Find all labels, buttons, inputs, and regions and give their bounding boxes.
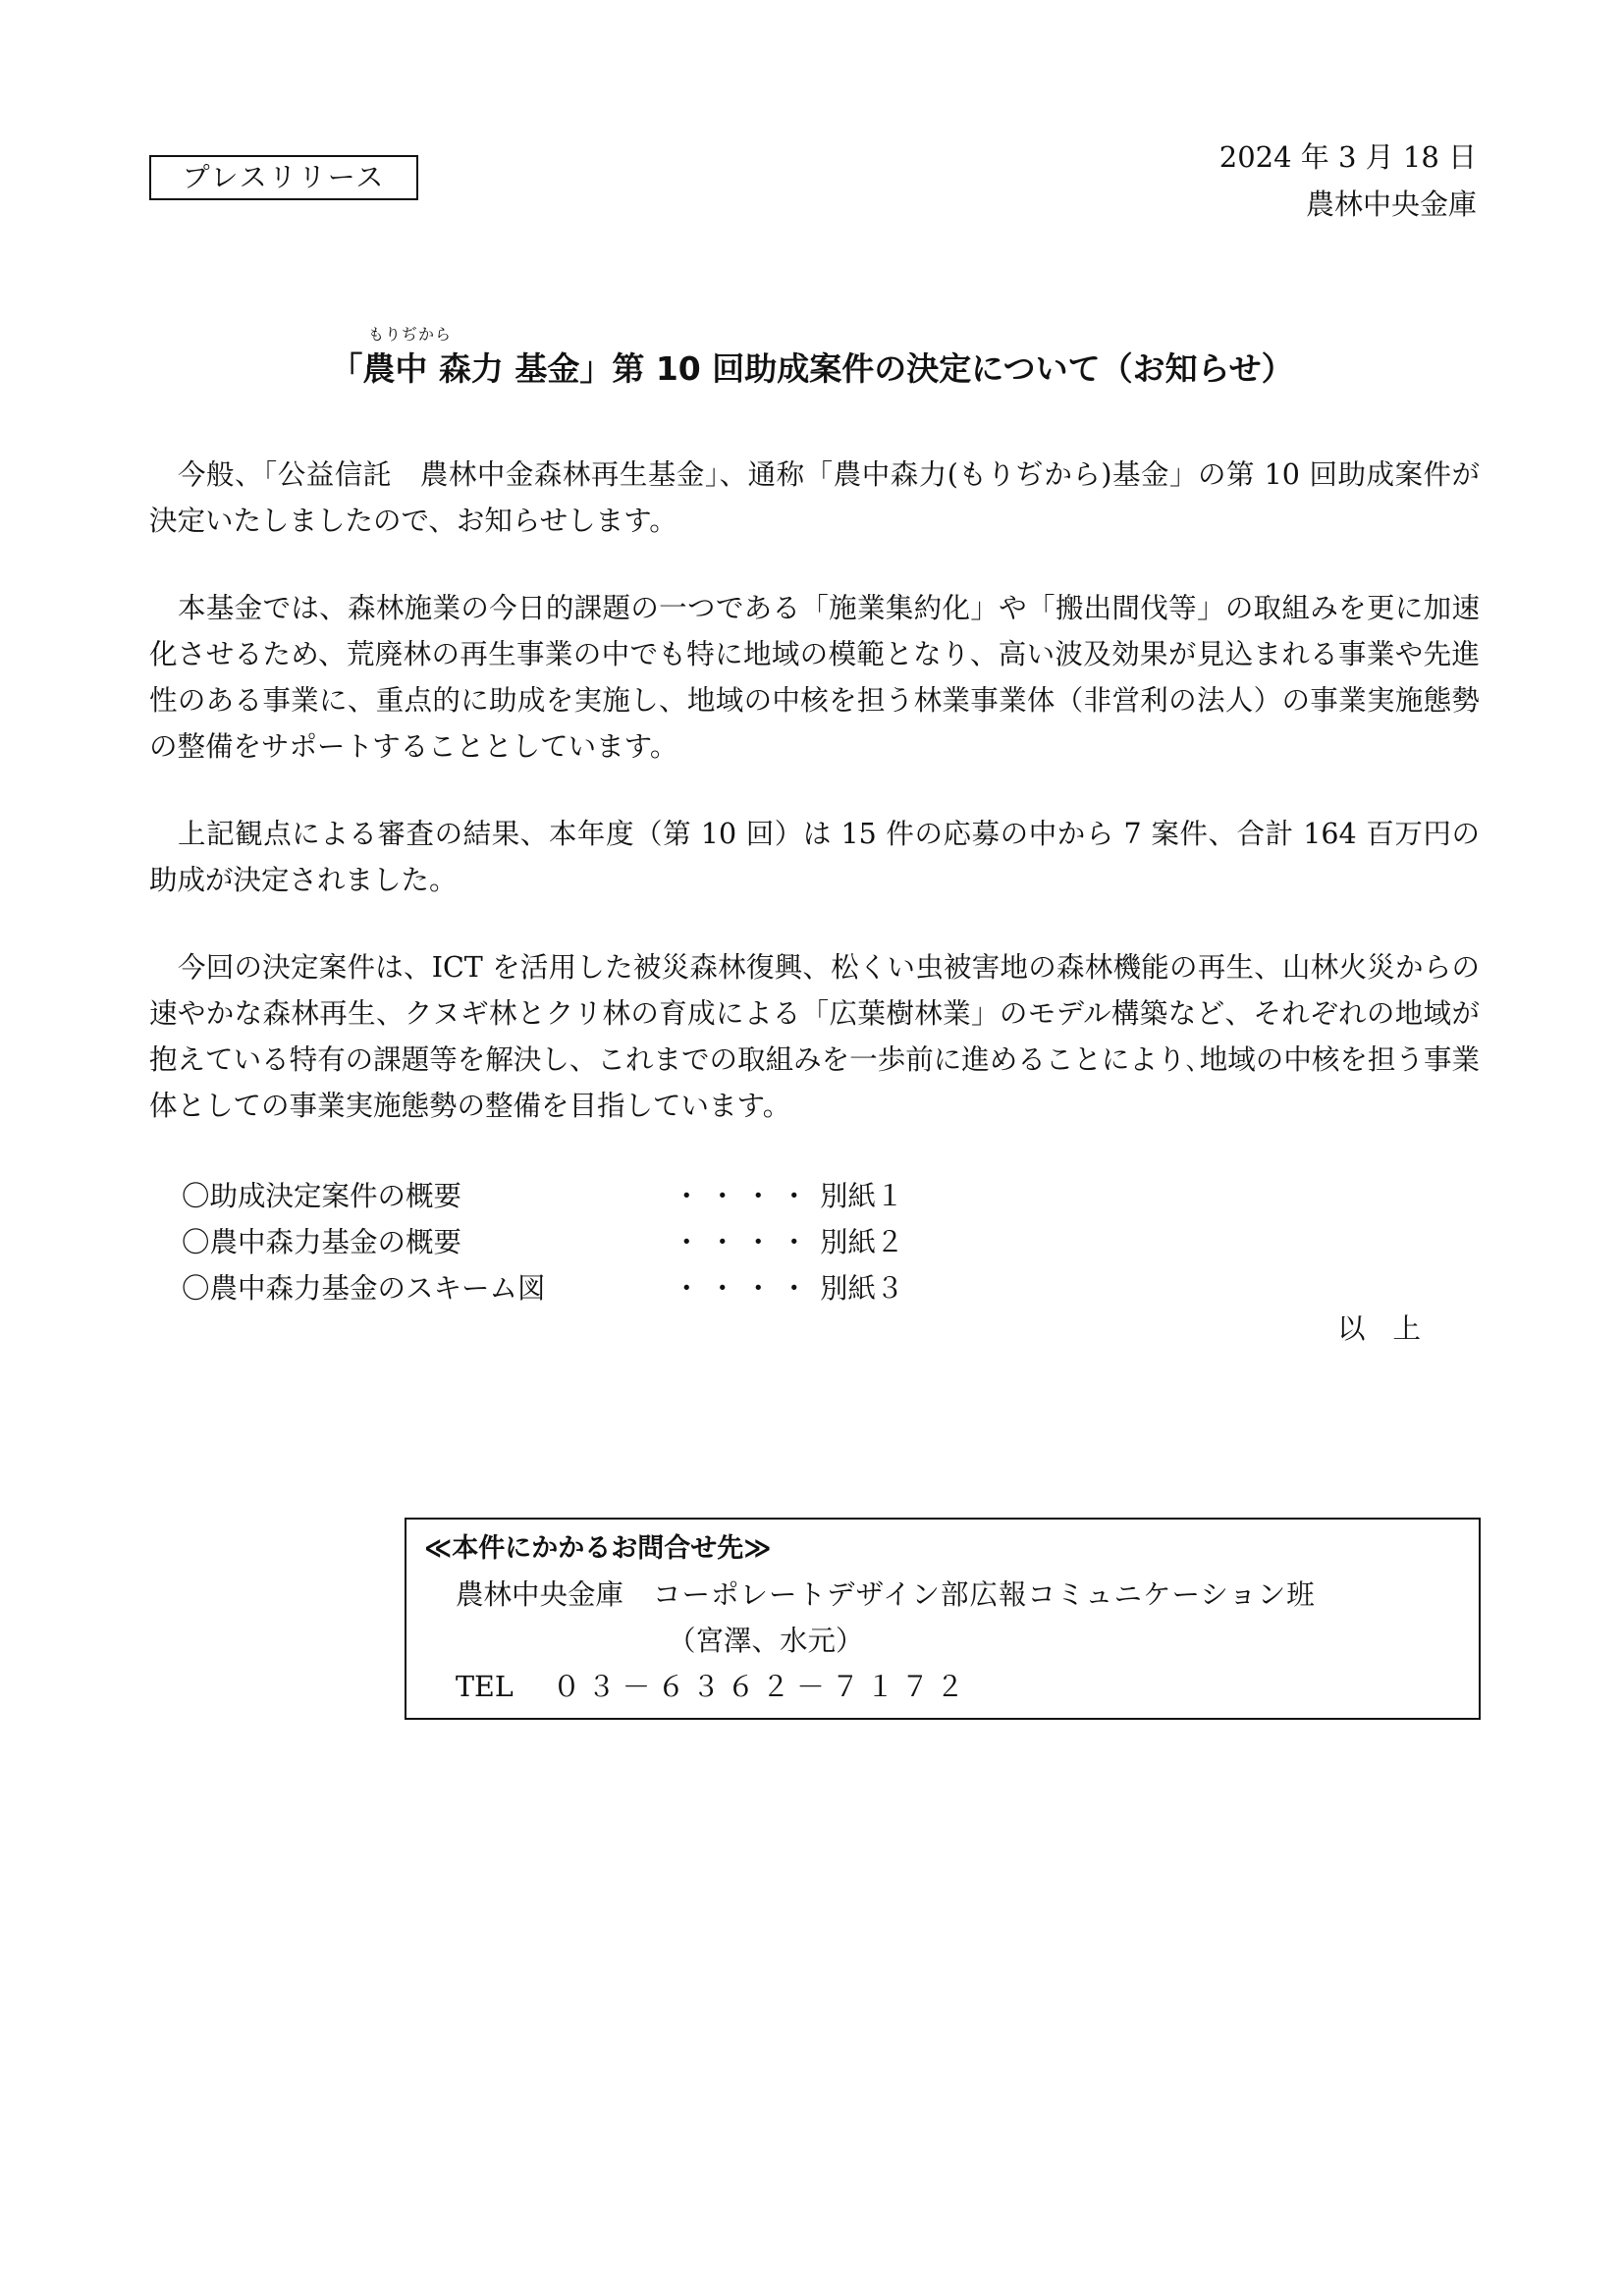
attachment-label: 〇農中森力基金のスキーム図: [182, 1272, 546, 1305]
contact-heading: ≪本件にかかるお問合せ先≫: [424, 1533, 772, 1564]
paragraph-review-result: 上記観点による審査の結果、本年度（第 10 回）は 15 件の応募の中から 7 案件、合計 164 百万円の助成が決定されました。: [149, 818, 1480, 896]
closing-mark: 以上: [1337, 1312, 1449, 1345]
contact-organization-line: [456, 1572, 1316, 1618]
phone-number: ０３－６３６２－７１７２: [552, 1671, 971, 1703]
header-info: [1219, 133, 1477, 228]
phone-label: TEL: [456, 1671, 514, 1703]
attachment-item: [182, 1173, 967, 1219]
contact-organization: 農林中央金庫: [456, 1578, 624, 1611]
attachment-reference: 別紙１: [820, 1180, 904, 1212]
attachment-reference: 別紙３: [820, 1272, 904, 1305]
issuing-organization: 農林中央金庫: [1305, 187, 1477, 221]
attachment-leader-dots: ・・・・: [673, 1272, 817, 1305]
attachment-item: [182, 1265, 967, 1311]
press-release-badge: プレスリリース: [149, 155, 418, 200]
contact-box: [405, 1518, 1481, 1720]
attachment-item: [182, 1219, 967, 1265]
paragraph-decided-projects: 今回の決定案件は、ICT を活用した被災森林復興、松くい虫被害地の森林機能の再生、山林火災からの速やかな森林再生、クヌギ林とクリ林の育成による「広葉樹林業」のモデル構築など、それぞれの地域が抱えている特有の課題等を解決し、これまでの取組みを一歩前に進めることにより､地域の中核を担う事業体としての事業実施態勢の整備を目指しています。: [149, 951, 1480, 1122]
attachment-reference: 別紙２: [820, 1226, 904, 1258]
document-title: 「農中 森力 基金」第 10 回助成案件の決定について（お知らせ）: [330, 349, 1294, 388]
contact-phone-line: [456, 1664, 971, 1710]
attachment-list: [182, 1173, 967, 1311]
contact-department: コーポレートデザイン部広報コミュニケーション班: [653, 1578, 1316, 1611]
release-date: 2024 年 3 月 18 日: [1218, 140, 1477, 174]
contact-persons: （宮澤、水元）: [668, 1625, 864, 1657]
attachment-label: 〇農中森力基金の概要: [182, 1226, 462, 1258]
attachment-leader-dots: ・・・・: [673, 1180, 817, 1212]
paragraph-announcement: 今般、「公益信託 農林中金森林再生基金」、通称「農中森力(もりぢから)基金」の第 10 回助成案件が決定いたしましたので、お知らせします。: [149, 458, 1480, 537]
attachment-label: 〇助成決定案件の概要: [182, 1180, 462, 1212]
title-ruby: もりぢから: [368, 325, 453, 344]
attachment-leader-dots: ・・・・: [673, 1226, 817, 1258]
paragraph-fund-purpose: 本基金では、森林施業の今日的課題の一つである「施業集約化」や「搬出間伐等」の取組みを更に加速化させるため、荒廃林の再生事業の中でも特に地域の模範となり、高い波及効果が見込まれる事業や先進性のある事業に、重点的に助成を実施し、地域の中核を担う林業事業体（非営利の法人）の事業実施態勢の整備をサポートすることとしています。: [149, 592, 1480, 763]
